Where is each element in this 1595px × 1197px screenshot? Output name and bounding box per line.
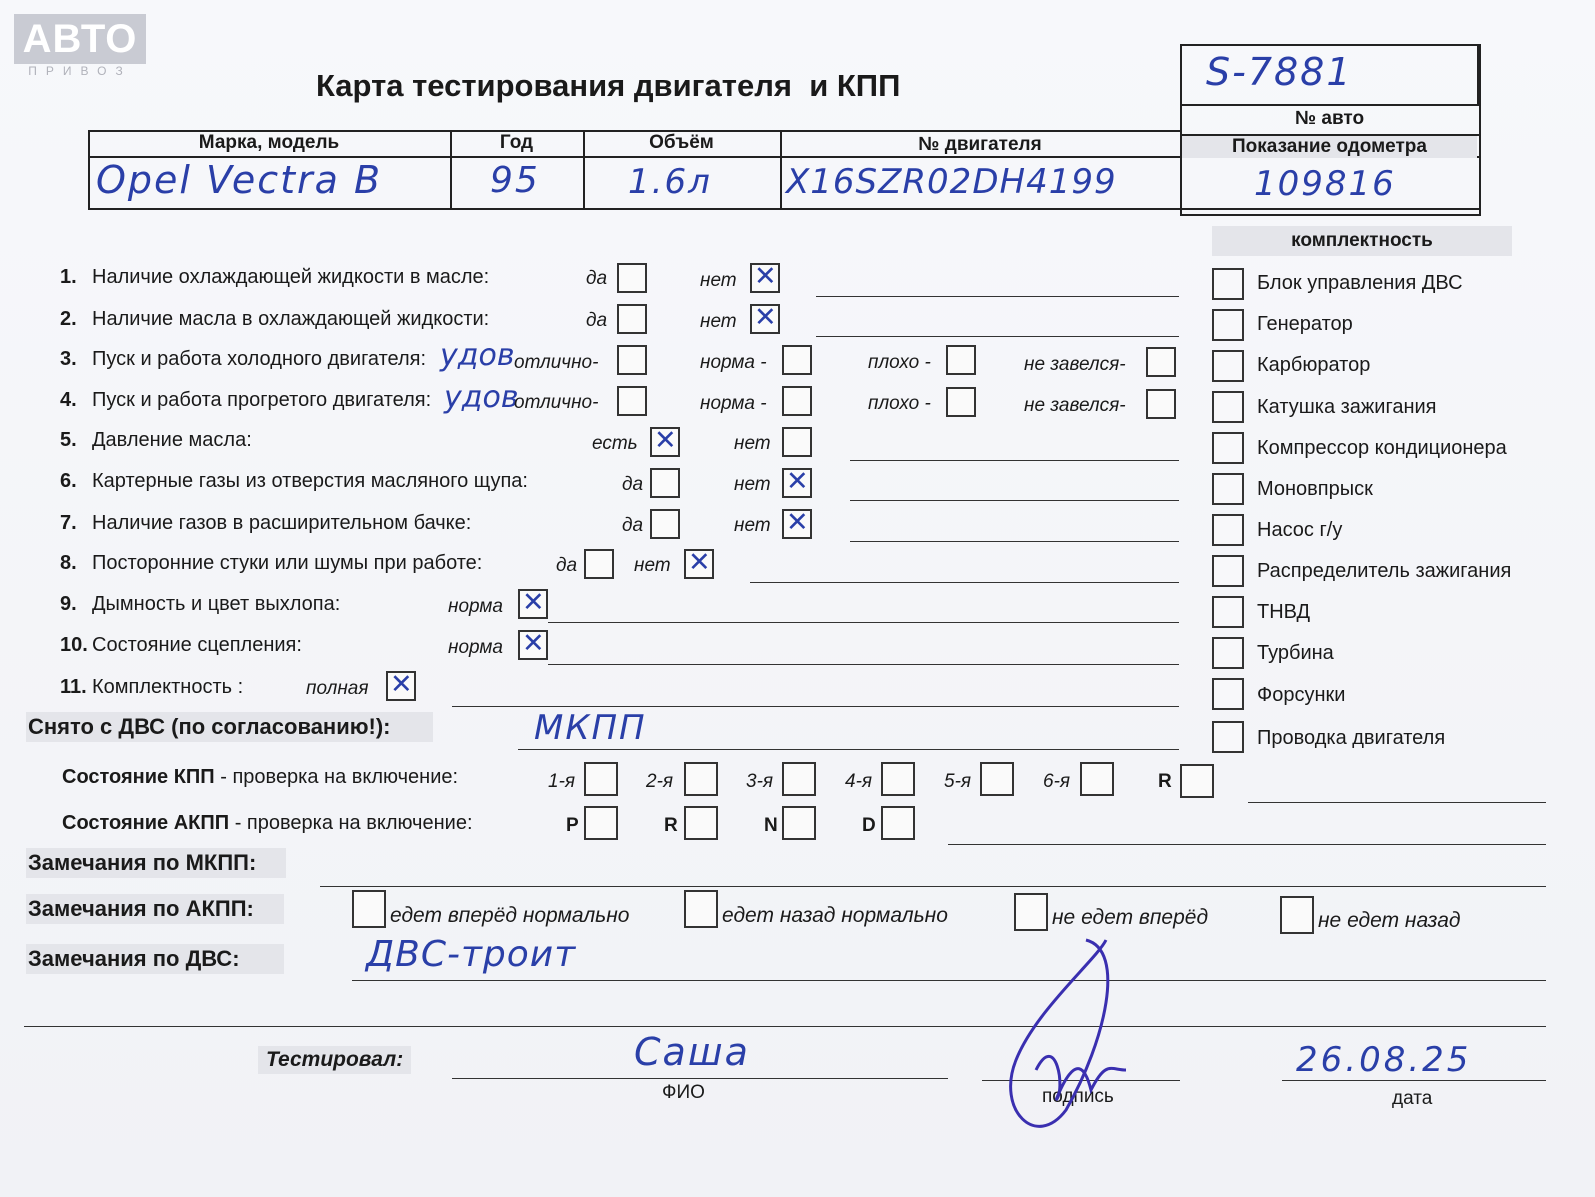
akpp-no-reverse-label: не едет назад bbox=[1318, 909, 1461, 932]
gear-2-label: 2-я bbox=[646, 771, 674, 792]
akpp-reverse-ok-checkbox[interactable] bbox=[684, 890, 718, 928]
item-5: 5. Давление масла: bbox=[60, 429, 252, 451]
kit-checkbox-7[interactable] bbox=[1212, 514, 1244, 546]
item-8: 8. Посторонние стуки или шумы при работе: bbox=[60, 552, 483, 574]
kit-checkbox-11[interactable] bbox=[1212, 678, 1244, 710]
item-10-opt-normal: норма bbox=[448, 637, 503, 658]
item-5-opt-yes: есть bbox=[592, 433, 638, 454]
item-11-full-checkbox[interactable] bbox=[386, 671, 416, 701]
item-2-opt-no: нет bbox=[700, 311, 737, 332]
item-1-opt-yes: да bbox=[586, 268, 608, 289]
item-6-yes-checkbox[interactable] bbox=[650, 468, 680, 498]
item-7-opt-yes: да bbox=[622, 515, 644, 536]
item-5-no-checkbox[interactable] bbox=[782, 427, 812, 457]
kit-checkbox-6[interactable] bbox=[1212, 473, 1244, 505]
item-2-opt-yes: да bbox=[586, 310, 608, 331]
item-4-excellent-checkbox[interactable] bbox=[617, 386, 647, 416]
engine-header: № двигателя bbox=[918, 134, 1042, 155]
removed-value: МКПП bbox=[534, 708, 647, 748]
item-3-opt-excellent: отлично- bbox=[514, 352, 599, 373]
item-6-opt-yes: да bbox=[622, 474, 644, 495]
item-4: 4. Пуск и работа прогретого двигателя: bbox=[60, 389, 432, 411]
item-4-nostart-checkbox[interactable] bbox=[1146, 389, 1176, 419]
mode-r-label: R bbox=[664, 815, 678, 836]
engine-value: X16SZR02DH4199 bbox=[786, 162, 1117, 202]
brand-value: Opel Vectra B bbox=[96, 158, 383, 202]
logo-main: АВТО bbox=[14, 14, 146, 64]
item-3-normal-checkbox[interactable] bbox=[782, 345, 812, 375]
kit-checkbox-3[interactable] bbox=[1212, 350, 1244, 382]
gear-6-checkbox[interactable] bbox=[1080, 762, 1114, 796]
gear-6-label: 6-я bbox=[1043, 771, 1071, 792]
logo-sub: ПРИВОЗ bbox=[28, 64, 132, 78]
akpp-forward-ok-label: едет вперёд нормально bbox=[390, 904, 630, 927]
item-9: 9. Дымность и цвет выхлопа: bbox=[60, 593, 341, 615]
item-8-no-checkbox[interactable] bbox=[684, 549, 714, 579]
kit-checkbox-9[interactable] bbox=[1212, 596, 1244, 628]
item-10: 10. Состояние сцепления: bbox=[60, 634, 302, 656]
item-4-opt-bad: плохо - bbox=[868, 393, 931, 414]
mode-p-label: P bbox=[566, 815, 579, 836]
item-6-no-checkbox[interactable] bbox=[782, 468, 812, 498]
dvs-remarks-label: Замечания по ДВС: bbox=[26, 944, 284, 974]
gear-2-checkbox[interactable] bbox=[684, 762, 718, 796]
logo bbox=[14, 14, 146, 80]
brand-header: Марка, модель bbox=[198, 132, 340, 153]
kit-checkbox-2[interactable] bbox=[1212, 309, 1244, 341]
date-value: 26.08.25 bbox=[1296, 1040, 1472, 1080]
mode-n-label: N bbox=[764, 815, 778, 836]
kit-checkbox-1[interactable] bbox=[1212, 268, 1244, 300]
item-4-opt-nostart: не завелся- bbox=[1024, 395, 1126, 416]
kit-item-2: Генератор bbox=[1257, 313, 1353, 335]
item-5-yes-checkbox[interactable] bbox=[650, 427, 680, 457]
item-3-excellent-checkbox[interactable] bbox=[617, 345, 647, 375]
item-9-opt-normal: норма bbox=[448, 596, 503, 617]
removed-label: Снято с ДВС (по согласованию!): bbox=[26, 712, 433, 742]
kit-item-10: Турбина bbox=[1257, 642, 1334, 664]
akpp-no-reverse-checkbox[interactable] bbox=[1280, 896, 1314, 934]
akpp-forward-ok-checkbox[interactable] bbox=[352, 890, 386, 928]
item-8-yes-checkbox[interactable] bbox=[584, 549, 614, 579]
mode-d-label: D bbox=[862, 815, 876, 836]
item-1-no-checkbox[interactable] bbox=[750, 263, 780, 293]
mode-p-checkbox[interactable] bbox=[584, 806, 618, 840]
item-10-normal-checkbox[interactable] bbox=[518, 630, 548, 660]
kit-item-7: Насос г/у bbox=[1257, 519, 1343, 541]
gear-r-label: R bbox=[1158, 771, 1172, 792]
item-8-opt-no: нет bbox=[634, 555, 671, 576]
gear-1-label: 1-я bbox=[548, 771, 576, 792]
car-number-label: № авто bbox=[1294, 108, 1365, 129]
mode-r-checkbox[interactable] bbox=[684, 806, 718, 840]
kit-checkbox-8[interactable] bbox=[1212, 555, 1244, 587]
mkpp-remarks-label: Замечания по МКПП: bbox=[26, 848, 286, 878]
kpp-label: Состояние КПП - проверка на включение: bbox=[62, 766, 459, 788]
mode-d-checkbox[interactable] bbox=[881, 806, 915, 840]
date-label: дата bbox=[1392, 1088, 1433, 1109]
car-number-box bbox=[1180, 44, 1479, 106]
car-number-value: S-7881 bbox=[1206, 50, 1353, 94]
gear-5-label: 5-я bbox=[944, 771, 972, 792]
gear-r-checkbox[interactable] bbox=[1180, 764, 1214, 798]
akpp-reverse-ok-label: едет назад нормально bbox=[722, 904, 948, 927]
item-4-opt-normal: норма - bbox=[700, 393, 767, 414]
kit-item-12: Проводка двигателя bbox=[1257, 727, 1446, 749]
year-header: Год bbox=[499, 132, 534, 153]
item-3-bad-checkbox[interactable] bbox=[946, 345, 976, 375]
item-4-normal-checkbox[interactable] bbox=[782, 386, 812, 416]
item-3-opt-normal: норма - bbox=[700, 352, 767, 373]
item-4-bad-checkbox[interactable] bbox=[946, 387, 976, 417]
item-7-yes-checkbox[interactable] bbox=[650, 509, 680, 539]
kit-item-6: Моновпрыск bbox=[1257, 478, 1373, 500]
kit-item-5: Компрессор кондиционера bbox=[1257, 437, 1507, 459]
page-title: Карта тестирования двигателя и КПП bbox=[316, 68, 901, 103]
volume-header: Объём bbox=[649, 132, 714, 153]
gear-3-checkbox[interactable] bbox=[782, 762, 816, 796]
tester-name: Саша bbox=[634, 1030, 750, 1074]
signature-label: подпись bbox=[1042, 1086, 1114, 1107]
item-5-opt-no: нет bbox=[734, 433, 771, 454]
item-3-opt-nostart: не завелся- bbox=[1024, 354, 1126, 375]
item-7-opt-no: нет bbox=[734, 515, 771, 536]
item-4-opt-excellent: отлично- bbox=[514, 392, 599, 413]
item-4-note: удов bbox=[444, 380, 519, 415]
item-2-no-checkbox[interactable] bbox=[750, 304, 780, 334]
year-value: 95 bbox=[490, 160, 540, 201]
gear-3-label: 3-я bbox=[746, 771, 774, 792]
item-11-opt-full: полная bbox=[306, 678, 369, 699]
odometer-header: Показание одометра bbox=[1182, 136, 1477, 158]
volume-value: 1.6л bbox=[628, 162, 712, 202]
item-3-note: удов bbox=[440, 338, 515, 373]
akpp-remarks-label: Замечания по АКПП: bbox=[26, 894, 284, 924]
odometer-value: 109816 bbox=[1254, 164, 1396, 204]
kit-item-4: Катушка зажигания bbox=[1257, 396, 1437, 418]
kit-checkbox-12[interactable] bbox=[1212, 721, 1244, 753]
signature bbox=[996, 920, 1156, 1140]
gear-4-checkbox[interactable] bbox=[881, 762, 915, 796]
dvs-remarks-value: ДВС-троит bbox=[366, 934, 577, 975]
item-1: 1. Наличие охлаждающей жидкости в масле: bbox=[60, 266, 490, 288]
akpp-no-forward-label: не едет вперёд bbox=[1052, 906, 1209, 929]
item-6: 6. Картерные газы из отверстия масляного щупа: bbox=[60, 470, 528, 492]
kit-checkbox-10[interactable] bbox=[1212, 637, 1244, 669]
kit-title: комплектность bbox=[1291, 230, 1433, 251]
item-1-opt-no: нет bbox=[700, 270, 737, 291]
item-2-yes-checkbox[interactable] bbox=[617, 304, 647, 334]
gear-4-label: 4-я bbox=[845, 771, 873, 792]
item-7: 7. Наличие газов в расширительном бачке: bbox=[60, 512, 472, 534]
item-7-no-checkbox[interactable] bbox=[782, 509, 812, 539]
item-3-nostart-checkbox[interactable] bbox=[1146, 347, 1176, 377]
akpp-label: Состояние АКПП - проверка на включение: bbox=[62, 812, 473, 834]
item-11: 11. Комплектность : bbox=[60, 676, 244, 698]
item-6-opt-no: нет bbox=[734, 474, 771, 495]
mode-n-checkbox[interactable] bbox=[782, 806, 816, 840]
item-2: 2. Наличие масла в охлаждающей жидкости: bbox=[60, 308, 490, 330]
fio-label: ФИО bbox=[662, 1082, 705, 1103]
kit-item-1: Блок управления ДВС bbox=[1257, 272, 1463, 294]
item-3-opt-bad: плохо - bbox=[868, 352, 931, 373]
item-9-normal-checkbox[interactable] bbox=[518, 589, 548, 619]
item-3: 3. Пуск и работа холодного двигателя: bbox=[60, 348, 427, 370]
kit-checkbox-5[interactable] bbox=[1212, 432, 1244, 464]
kit-item-9: ТНВД bbox=[1257, 601, 1311, 623]
gear-1-checkbox[interactable] bbox=[584, 762, 618, 796]
kit-item-8: Распределитель зажигания bbox=[1257, 560, 1512, 582]
kit-checkbox-4[interactable] bbox=[1212, 391, 1244, 423]
item-8-opt-yes: да bbox=[556, 555, 578, 576]
kit-item-11: Форсунки bbox=[1257, 684, 1346, 706]
item-1-yes-checkbox[interactable] bbox=[617, 263, 647, 293]
gear-5-checkbox[interactable] bbox=[980, 762, 1014, 796]
kit-item-3: Карбюратор bbox=[1257, 354, 1371, 376]
tested-by-label: Тестировал: bbox=[258, 1046, 411, 1074]
